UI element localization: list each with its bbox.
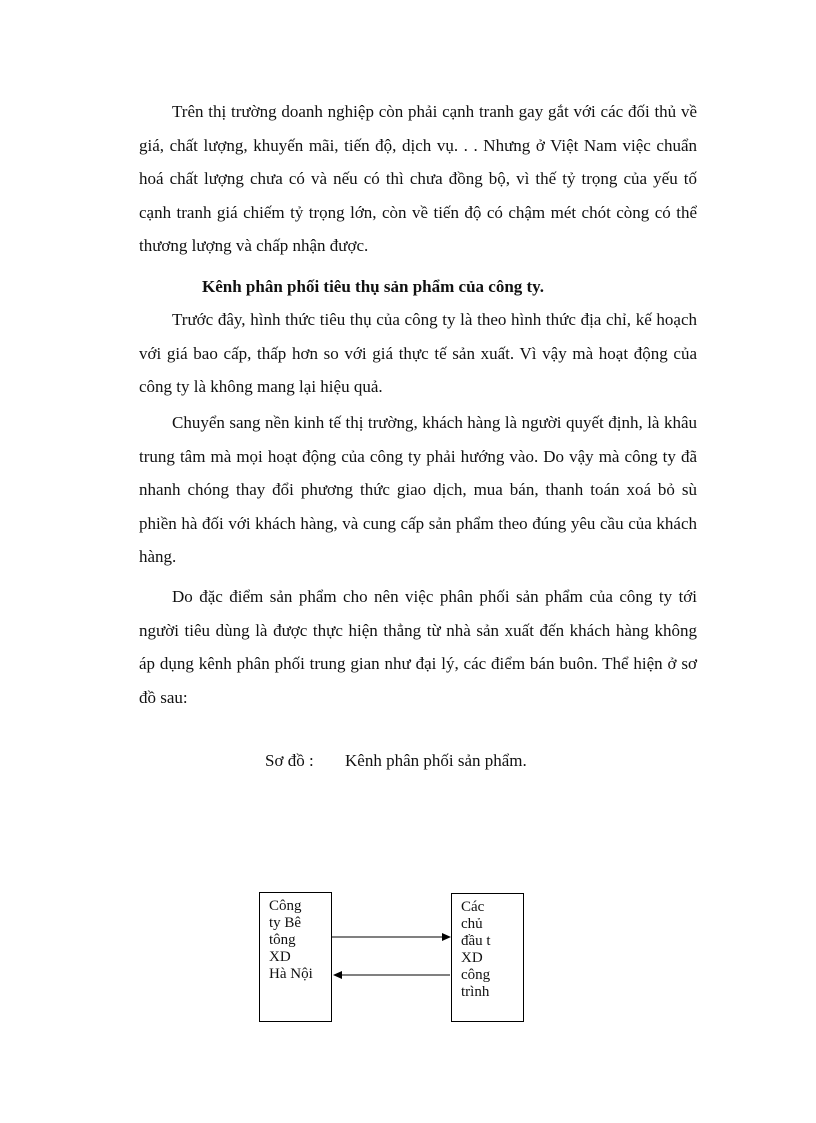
paragraph-market-economy: Chuyển sang nền kinh tế thị trường, khách hàng là người quyết định, là khâu trung tâm mà mọi hoạt động của công ty phải hướng vào. Do vậy mà công ty đã nhanh chóng thay đổi phương thức giao dịch, mua bán, thanh toán xoá bỏ sù phiền hà đối với khách hàng, và cung cấp sản phẩm theo đúng yêu cầu của khách hàng. [139, 413, 697, 566]
diagram-caption-label: Sơ đồ : [265, 751, 314, 770]
customers-box-line: Các [461, 899, 485, 915]
customers-box [451, 893, 524, 1022]
customers-box-line: XD [461, 950, 483, 966]
section-heading: Kênh phân phối tiêu thụ sản phẩm của công ty. [202, 277, 544, 296]
arrow-to-company [333, 971, 450, 979]
company-box-line: Công [269, 898, 302, 914]
flow-arrows [330, 925, 454, 985]
customers-box-line: công [461, 967, 491, 983]
paragraph-history: Trước đây, hình thức tiêu thụ của công ty là theo hình thức địa chỉ, kế hoạch với giá bao cấp, thấp hơn so với giá thực tế sản xuất. Vì vậy mà hoạt động của công ty là không mang lại hiệu quả. [139, 310, 697, 396]
arrow-to-customers [332, 933, 451, 941]
paragraph-distribution: Do đặc điểm sản phẩm cho nên việc phân phối sản phẩm của công ty tới người tiêu dùng là được thực hiện thẳng từ nhà sản xuất đến khách hàng không áp dụng kênh phân phối trung gian như đại lý, các điểm bán buôn. Thể hiện ở sơ đồ sau: [139, 587, 697, 707]
company-box-line: tông [269, 932, 296, 948]
company-box-line: ty Bê [269, 915, 302, 931]
diagram-caption [265, 746, 527, 776]
customers-box-line: trình [461, 984, 490, 1000]
company-box-line: XD [269, 949, 291, 965]
diagram-caption-title: Kênh phân phối sản phẩm. [345, 751, 527, 770]
company-box-line: Hà Nội [269, 966, 313, 982]
customers-box-line: chủ [461, 916, 483, 932]
company-box [259, 892, 332, 1022]
customers-box-line: đầu t [461, 933, 491, 949]
paragraph-competition: Trên thị trường doanh nghiệp còn phải cạnh tranh gay gắt với các đối thủ về giá, chất lượng, khuyến mãi, tiến độ, dịch vụ. . . Nhưng ở Việt Nam việc chuẩn hoá chất lượng chưa có và nếu có thì chưa đồng bộ, vì thế tỷ trọng của yếu tố cạnh tranh giá chiếm tỷ trọng lớn, còn về tiến độ có chậm mét chót còng có thể thương lượng và chấp nhận được. [139, 102, 697, 255]
